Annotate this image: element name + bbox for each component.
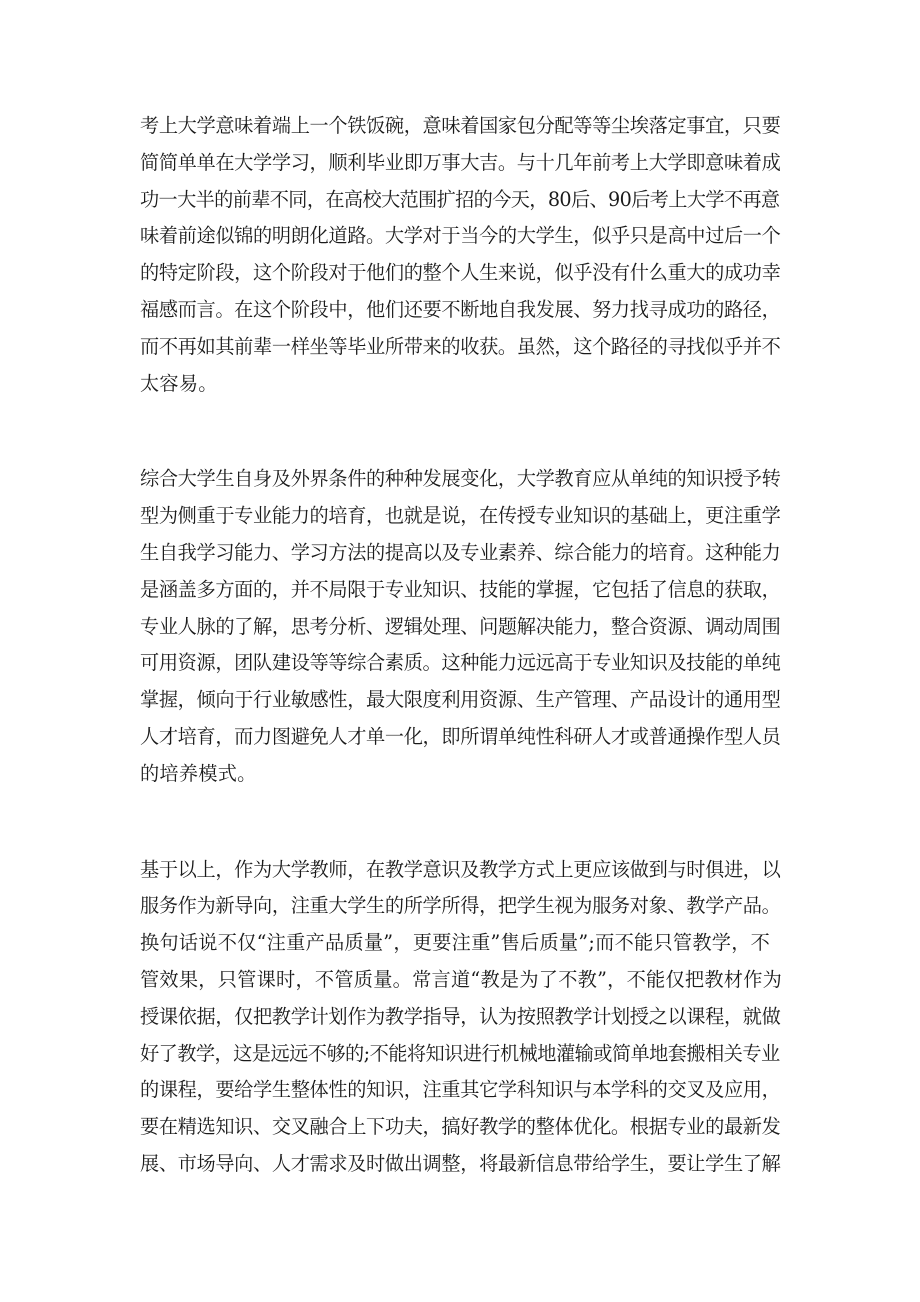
document-page	[140, 108, 782, 1183]
text-line: 基于以上，作为大学教师，在教学意识及教学方式上更应该做到与时俱进，以	[140, 857, 781, 881]
paragraph-2	[140, 461, 782, 792]
text-line: 要在精选知识、交叉融合上下功夫，搞好教学的整体优化。根据专业的最新发	[140, 1115, 781, 1139]
text-line: 展、市场导向、人才需求及时做出调整，将最新信息带给学生，要让学生了解	[140, 1151, 781, 1175]
text-line: 的培养模式。	[140, 761, 257, 785]
text-line: 型为侧重于专业能力的培育，也就是说，在传授专业知识的基础上，更注重学	[140, 504, 781, 528]
text-line: 是涵盖多方面的，并不局限于专业知识、技能的掌握，它包括了信息的获取，	[140, 577, 781, 601]
text-line: 太容易。	[140, 371, 218, 395]
text-line: 味着前途似锦的明朗化道路。大学对于当今的大学生，似乎只是高中过后一个	[140, 224, 781, 248]
paragraph-1	[140, 108, 782, 402]
text-line: 而不再如其前辈一样坐等毕业所带来的收获。虽然，这个路径的寻找似乎并不	[140, 334, 781, 358]
text-line: 的特定阶段，这个阶段对于他们的整个人生来说，似乎没有什么重大的成功幸	[140, 261, 781, 285]
text-line: 换句话说不仅“注重产品质量”，更要注重”售后质量”;而不能只管教学，不	[140, 931, 771, 955]
text-line: 考上大学意味着端上一个铁饭碗，意味着国家包分配等等尘埃落定事宜，只要	[140, 114, 781, 137]
text-line: 综合大学生自身及外界条件的种种发展变化，大学教育应从单纯的知识授予转	[140, 467, 781, 491]
text-line: 服务作为新导向，注重大学生的所学所得，把学生视为服务对象、教学产品。	[140, 894, 781, 918]
text-line: 管效果，只管课时，不管质量。常言道“教是为了不教”，不能仅把教材作为	[140, 967, 783, 991]
text-line: 授课依据，仅把教学计划作为教学指导，认为按照教学计划授之以课程，就做	[140, 1004, 781, 1028]
text-line: 专业人脉的了解，思考分析、逻辑处理、问题解决能力，整合资源、调动周围	[140, 614, 781, 638]
text-line: 生自我学习能力、学习方法的提高以及专业素养、综合能力的培育。这种能力	[140, 540, 781, 564]
text-line: 掌握，倾向于行业敏感性，最大限度利用资源、生产管理、产品设计的通用型	[140, 688, 781, 712]
text-line: 简简单单在大学学习，顺利毕业即万事大吉。与十几年前考上大学即意味着成	[140, 150, 781, 174]
paragraph-3	[140, 852, 782, 1183]
text-line: 福感而言。在这个阶段中，他们还要不断地自我发展、努力找寻成功的路径，	[140, 297, 781, 321]
text-line: 可用资源，团队建设等等综合素质。这种能力远远高于专业知识及技能的单纯	[140, 651, 781, 675]
text-line: 功一大半的前辈不同，在高校大范围扩招的今天，80后、90后考上大学不再意	[140, 187, 780, 211]
text-line: 人才培育，而力图避免人才单一化，即所谓单纯性科研人才或普通操作型人员	[140, 724, 781, 748]
text-line: 的课程，要给学生整体性的知识，注重其它学科知识与本学科的交叉及应用，	[140, 1078, 781, 1102]
text-line: 好了教学，这是远远不够的;不能将知识进行机械地灌输或简单地套搬相关专业	[140, 1041, 780, 1065]
